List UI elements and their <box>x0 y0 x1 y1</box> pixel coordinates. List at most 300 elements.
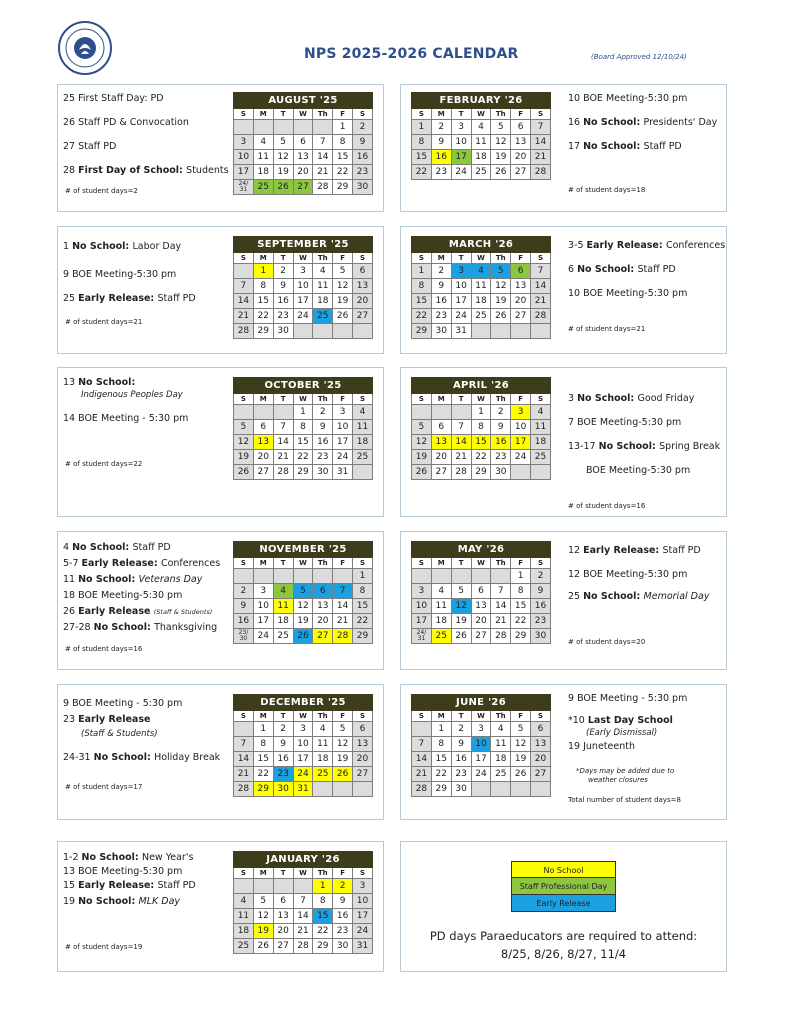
calendar-march <box>411 236 551 339</box>
calendar-day: 23 <box>273 767 293 782</box>
calendar-day <box>431 405 451 420</box>
event-date: 25 <box>63 93 79 104</box>
calendar-day: 7 <box>313 135 333 150</box>
calendar-day: 15 <box>511 599 531 614</box>
calendar-day: 17 <box>511 435 531 450</box>
calendar-day: 28 <box>273 465 293 480</box>
event-date: 13 <box>63 377 79 388</box>
calendar-day <box>531 465 551 480</box>
event-date: 13 <box>63 866 79 877</box>
calendar-day: 19 <box>234 450 254 465</box>
calendar-day: 27 <box>353 767 373 782</box>
calendar-day: 10 <box>353 894 373 909</box>
calendar-day: 2 <box>273 722 293 737</box>
weekday-header: Th <box>313 394 333 405</box>
calendar-day: 26 <box>234 465 254 480</box>
calendar-day: 28 <box>531 165 551 180</box>
calendar-day: 19 <box>293 614 313 629</box>
calendar-day: 24 <box>451 309 471 324</box>
student-days-january: # of student days=19 <box>65 943 143 951</box>
calendar-event <box>63 896 180 908</box>
calendar-day: 2 <box>333 879 353 894</box>
event-detail: Labor Day <box>132 241 182 252</box>
calendar-february <box>411 92 551 180</box>
calendar-day: 21 <box>451 450 471 465</box>
calendar-day: 3 <box>253 584 273 599</box>
calendar-day: 8 <box>431 737 451 752</box>
calendar-day: 10 <box>253 599 273 614</box>
calendar-event <box>63 590 182 602</box>
calendar-day <box>333 782 353 797</box>
calendar-day: 30 <box>531 629 551 644</box>
calendar-august <box>233 92 373 195</box>
calendar-day <box>511 324 531 339</box>
calendar-day: 19 <box>451 614 471 629</box>
calendar-day: 28 <box>313 180 333 195</box>
weekday-header: W <box>293 394 313 405</box>
calendar-day: 15 <box>412 150 432 165</box>
calendar-day: 23 <box>491 450 511 465</box>
event-date: 18 <box>63 590 79 601</box>
student-days-may: # of student days=20 <box>568 638 646 646</box>
calendar-day: 10 <box>511 420 531 435</box>
weekday-header: T <box>451 109 471 120</box>
calendar-day <box>253 879 273 894</box>
event-label: BOE Meeting - 5:30 pm <box>78 413 189 424</box>
calendar-day: 11 <box>313 737 333 752</box>
event-label: No School: <box>577 393 638 404</box>
calendar-day: 24 <box>451 165 471 180</box>
weekday-header: W <box>293 558 313 569</box>
calendar-day: 6 <box>531 722 551 737</box>
event-label: (Early Dismissal) <box>586 728 658 738</box>
month-title: OCTOBER '25 <box>234 378 373 394</box>
event-label: Last Day School <box>587 715 673 726</box>
calendar-day <box>313 569 333 584</box>
weekday-header: F <box>511 394 531 405</box>
calendar-day: 17 <box>471 752 491 767</box>
calendar-day: 19 <box>412 450 432 465</box>
calendar-day: 20 <box>353 752 373 767</box>
board-approved-note: (Board Approved 12/10/24) <box>591 53 687 61</box>
weekday-header: Th <box>313 253 333 264</box>
calendar-day <box>471 569 491 584</box>
calendar-day: 22 <box>412 309 432 324</box>
calendar-day: 16 <box>313 435 333 450</box>
calendar-day: 7 <box>293 894 313 909</box>
calendar-day: 18 <box>431 614 451 629</box>
calendar-day: 4 <box>531 405 551 420</box>
event-date: 10 <box>568 93 584 104</box>
weekday-header: W <box>471 558 491 569</box>
calendar-day: 21 <box>273 450 293 465</box>
calendar-day: 17 <box>451 294 471 309</box>
event-detail: Memorial Day <box>643 591 710 602</box>
calendar-day: 26 <box>451 629 471 644</box>
calendar-day <box>491 782 511 797</box>
calendar-day <box>531 782 551 797</box>
event-label: No School: <box>78 574 139 585</box>
calendar-day: 18 <box>313 294 333 309</box>
calendar-day: 28 <box>234 324 254 339</box>
calendar-day: 23 <box>353 165 373 180</box>
calendar-day: 11 <box>234 909 254 924</box>
weekday-header: F <box>333 253 353 264</box>
calendar-event <box>63 574 202 586</box>
calendar-day: 7 <box>491 584 511 599</box>
calendar-day: 30 <box>273 324 293 339</box>
calendar-day: 4 <box>234 894 254 909</box>
weekday-header: M <box>431 109 451 120</box>
event-label: First Day of School: <box>78 165 187 176</box>
calendar-day: 6 <box>353 722 373 737</box>
weekday-header: T <box>273 558 293 569</box>
event-date: 26 <box>63 117 79 128</box>
event-date: 9 <box>63 269 73 280</box>
calendar-day: 23 <box>333 924 353 939</box>
pd-note-line1: PD days Paraeducators are required to attend: <box>429 929 698 943</box>
calendar-day: 28 <box>293 939 313 954</box>
month-title: SEPTEMBER '25 <box>234 237 373 253</box>
calendar-day: 29 <box>253 782 273 797</box>
event-date: 7 <box>568 417 578 428</box>
calendar-event <box>63 606 212 618</box>
calendar-day: 31 <box>353 939 373 954</box>
calendar-day: 25 <box>273 629 293 644</box>
calendar-day <box>353 324 373 339</box>
calendar-december <box>233 694 373 797</box>
calendar-day: 22 <box>333 165 353 180</box>
event-date: 9 <box>63 698 73 709</box>
weekday-header: S <box>412 109 432 120</box>
calendar-day: 16 <box>353 150 373 165</box>
calendar-day <box>471 324 491 339</box>
calendar-day: 20 <box>471 614 491 629</box>
weekday-header: S <box>531 109 551 120</box>
calendar-day: 15 <box>353 599 373 614</box>
calendar-day: 27 <box>313 629 333 644</box>
calendar-day: 1 <box>293 405 313 420</box>
event-detail: Staff PD <box>157 293 196 304</box>
weekday-header: M <box>253 868 273 879</box>
calendar-day: 10 <box>293 737 313 752</box>
calendar-day <box>353 465 373 480</box>
calendar-event <box>63 714 150 726</box>
calendar-day: 15 <box>333 150 353 165</box>
calendar-day: 22 <box>353 614 373 629</box>
calendar-event <box>586 465 690 477</box>
calendar-day: 6 <box>471 584 491 599</box>
weekday-header: Th <box>491 558 511 569</box>
calendar-day: 13 <box>511 135 531 150</box>
month-title: JUNE '26 <box>412 695 551 711</box>
event-detail: Staff PD <box>662 545 701 556</box>
calendar-day: 30 <box>353 180 373 195</box>
calendar-day: 5 <box>451 584 471 599</box>
calendar-day: 1 <box>253 722 273 737</box>
calendar-event <box>568 240 725 252</box>
calendar-day: 5 <box>491 264 511 279</box>
calendar-day: 26 <box>333 767 353 782</box>
calendar-day: 2 <box>273 264 293 279</box>
calendar-day: 24/ 31 <box>234 180 254 195</box>
calendar-event <box>63 117 189 129</box>
calendar-day: 13 <box>253 435 273 450</box>
calendar-day: 27 <box>273 939 293 954</box>
event-date: 12 <box>568 545 584 556</box>
weekday-header: M <box>431 394 451 405</box>
calendar-event <box>568 715 673 727</box>
event-detail: (Staff & Students) <box>153 608 213 616</box>
calendar-day: 13 <box>293 150 313 165</box>
calendar-day: 9 <box>451 737 471 752</box>
weekday-header: F <box>333 109 353 120</box>
weekday-header: M <box>431 558 451 569</box>
calendar-day: 26 <box>293 629 313 644</box>
calendar-day: 8 <box>253 279 273 294</box>
calendar-day: 22 <box>431 767 451 782</box>
calendar-day: 10 <box>451 135 471 150</box>
weekday-header: Th <box>491 253 511 264</box>
weekday-header: T <box>273 711 293 722</box>
calendar-day <box>234 264 254 279</box>
calendar-day: 23 <box>431 165 451 180</box>
calendar-day: 29 <box>431 782 451 797</box>
calendar-day <box>234 722 254 737</box>
event-date: 19 <box>568 741 584 752</box>
calendar-day: 17 <box>412 614 432 629</box>
calendar-day: 6 <box>353 264 373 279</box>
calendar-day: 27 <box>431 465 451 480</box>
calendar-day: 8 <box>471 420 491 435</box>
calendar-event <box>568 545 701 557</box>
calendar-september <box>233 236 373 339</box>
calendar-event <box>63 852 193 864</box>
event-date: *10 <box>568 715 588 726</box>
weekday-header: S <box>353 109 373 120</box>
calendar-day: 19 <box>273 165 293 180</box>
calendar-day: 13 <box>353 737 373 752</box>
event-date: 11 <box>63 574 79 585</box>
weekday-header: M <box>253 253 273 264</box>
calendar-day <box>531 324 551 339</box>
event-detail: Thanksgiving <box>154 622 218 633</box>
calendar-day: 11 <box>471 135 491 150</box>
calendar-day <box>511 782 531 797</box>
event-detail: Staff PD <box>643 141 682 152</box>
weekday-header: S <box>412 711 432 722</box>
calendar-day: 23 <box>531 614 551 629</box>
event-date: 4 <box>63 542 73 553</box>
calendar-day: 25 <box>353 450 373 465</box>
calendar-day: 10 <box>412 599 432 614</box>
calendar-day: 4 <box>491 722 511 737</box>
event-label: First Staff Day: PD <box>78 93 164 104</box>
calendar-event <box>63 165 229 177</box>
calendar-day: 28 <box>412 782 432 797</box>
calendar-day: 25 <box>471 309 491 324</box>
weekday-header: Th <box>313 558 333 569</box>
calendar-event <box>63 880 196 892</box>
calendar-day: 16 <box>234 614 254 629</box>
calendar-day: 23/ 30 <box>234 629 254 644</box>
calendar-day: 17 <box>253 614 273 629</box>
calendar-day: 18 <box>471 150 491 165</box>
calendar-day: 11 <box>273 599 293 614</box>
calendar-day: 2 <box>431 264 451 279</box>
calendar-day <box>412 722 432 737</box>
calendar-day: 14 <box>273 435 293 450</box>
calendar-day: 26 <box>333 309 353 324</box>
calendar-event <box>63 241 181 253</box>
calendar-day: 5 <box>333 722 353 737</box>
weekday-header: S <box>353 253 373 264</box>
calendar-day: 11 <box>471 279 491 294</box>
calendar-day: 23 <box>273 309 293 324</box>
event-label: BOE Meeting - 5:30 pm <box>72 698 183 709</box>
calendar-day: 12 <box>491 279 511 294</box>
calendar-day: 15 <box>293 435 313 450</box>
calendar-day: 24/ 31 <box>412 629 432 644</box>
event-date: 9 <box>568 693 578 704</box>
calendar-day: 13 <box>353 279 373 294</box>
student-days-total: Total number of student days=8 <box>568 796 681 804</box>
calendar-day: 9 <box>431 135 451 150</box>
event-date: 25 <box>568 591 584 602</box>
calendar-day: 25 <box>471 165 491 180</box>
weekday-header: S <box>234 558 254 569</box>
calendar-day: 12 <box>253 909 273 924</box>
calendar-day: 27 <box>353 309 373 324</box>
event-label: BOE Meeting-5:30 pm <box>577 417 682 428</box>
calendar-day: 19 <box>253 924 273 939</box>
calendar-day: 6 <box>511 120 531 135</box>
calendar-event <box>63 269 176 281</box>
calendar-day: 3 <box>451 120 471 135</box>
event-label: Early Release: <box>583 545 663 556</box>
calendar-day: 8 <box>293 420 313 435</box>
weekday-header: W <box>471 253 491 264</box>
event-label: BOE Meeting-5:30 pm <box>78 866 183 877</box>
calendar-day: 21 <box>234 767 254 782</box>
weekday-header: W <box>293 711 313 722</box>
calendar-day: 5 <box>333 264 353 279</box>
calendar-day <box>273 879 293 894</box>
legend-early-release: Early Release <box>511 895 616 912</box>
calendar-day <box>253 405 273 420</box>
calendar-day: 27 <box>253 465 273 480</box>
calendar-day: 10 <box>333 420 353 435</box>
event-label: No School: <box>598 441 660 452</box>
calendar-day: 11 <box>353 420 373 435</box>
event-label: No School: <box>93 752 155 763</box>
calendar-day: 12 <box>234 435 254 450</box>
calendar-day: 15 <box>313 909 333 924</box>
event-label: Juneteenth <box>583 741 635 752</box>
calendar-event <box>63 141 116 153</box>
calendar-day: 3 <box>451 264 471 279</box>
event-date: 10 <box>568 288 584 299</box>
calendar-november <box>233 541 373 644</box>
weekday-header: T <box>273 109 293 120</box>
weekday-header: S <box>531 394 551 405</box>
calendar-day: 1 <box>431 722 451 737</box>
month-title: AUGUST '25 <box>234 93 373 109</box>
calendar-event <box>81 728 158 740</box>
calendar-day: 27 <box>511 165 531 180</box>
calendar-event <box>586 727 657 739</box>
calendar-day <box>293 569 313 584</box>
calendar-day: 4 <box>273 584 293 599</box>
weekday-header: T <box>451 558 471 569</box>
calendar-day: 19 <box>491 150 511 165</box>
calendar-day: 7 <box>531 120 551 135</box>
calendar-day: 28 <box>333 629 353 644</box>
weekday-header: F <box>333 558 353 569</box>
school-seal-logo <box>57 20 113 76</box>
calendar-day: 4 <box>471 264 491 279</box>
calendar-day <box>412 405 432 420</box>
calendar-day: 6 <box>273 894 293 909</box>
calendar-day <box>471 782 491 797</box>
calendar-event <box>568 741 635 753</box>
calendar-day: 19 <box>333 752 353 767</box>
weekday-header: S <box>234 109 254 120</box>
calendar-day: 10 <box>471 737 491 752</box>
calendar-day: 3 <box>234 135 254 150</box>
event-label: Early Release: <box>78 293 158 304</box>
weekday-header: W <box>293 253 313 264</box>
calendar-day: 29 <box>313 939 333 954</box>
calendar-day: 21 <box>491 614 511 629</box>
calendar-event <box>63 558 220 570</box>
weekday-header: W <box>293 109 313 120</box>
event-detail: New Year's <box>141 852 194 863</box>
calendar-day: 18 <box>471 294 491 309</box>
calendar-day: 18 <box>353 435 373 450</box>
event-date: 26 <box>63 606 79 617</box>
calendar-day: 2 <box>491 405 511 420</box>
weekday-header: Th <box>491 711 511 722</box>
calendar-day: 15 <box>431 752 451 767</box>
calendar-day: 20 <box>253 450 273 465</box>
calendar-day: 30 <box>313 465 333 480</box>
calendar-day: 20 <box>353 294 373 309</box>
calendar-day: 7 <box>333 584 353 599</box>
calendar-day: 14 <box>333 599 353 614</box>
calendar-day: 15 <box>253 752 273 767</box>
calendar-day: 2 <box>531 569 551 584</box>
weekday-header: F <box>511 253 531 264</box>
calendar-day: 8 <box>253 737 273 752</box>
event-label: Staff PD & Convocation <box>78 117 189 128</box>
calendar-day: 1 <box>412 264 432 279</box>
weekday-header: S <box>353 868 373 879</box>
calendar-day: 29 <box>353 629 373 644</box>
calendar-day: 29 <box>412 324 432 339</box>
event-date: 13-17 <box>568 441 599 452</box>
calendar-day: 21 <box>293 924 313 939</box>
calendar-day: 16 <box>273 752 293 767</box>
calendar-day: 14 <box>531 135 551 150</box>
calendar-day: 20 <box>293 165 313 180</box>
weekday-header: S <box>353 558 373 569</box>
calendar-day: 12 <box>491 135 511 150</box>
event-date: 25 <box>63 293 79 304</box>
calendar-day: 22 <box>412 165 432 180</box>
weekday-header: M <box>431 253 451 264</box>
calendar-day: 22 <box>253 767 273 782</box>
